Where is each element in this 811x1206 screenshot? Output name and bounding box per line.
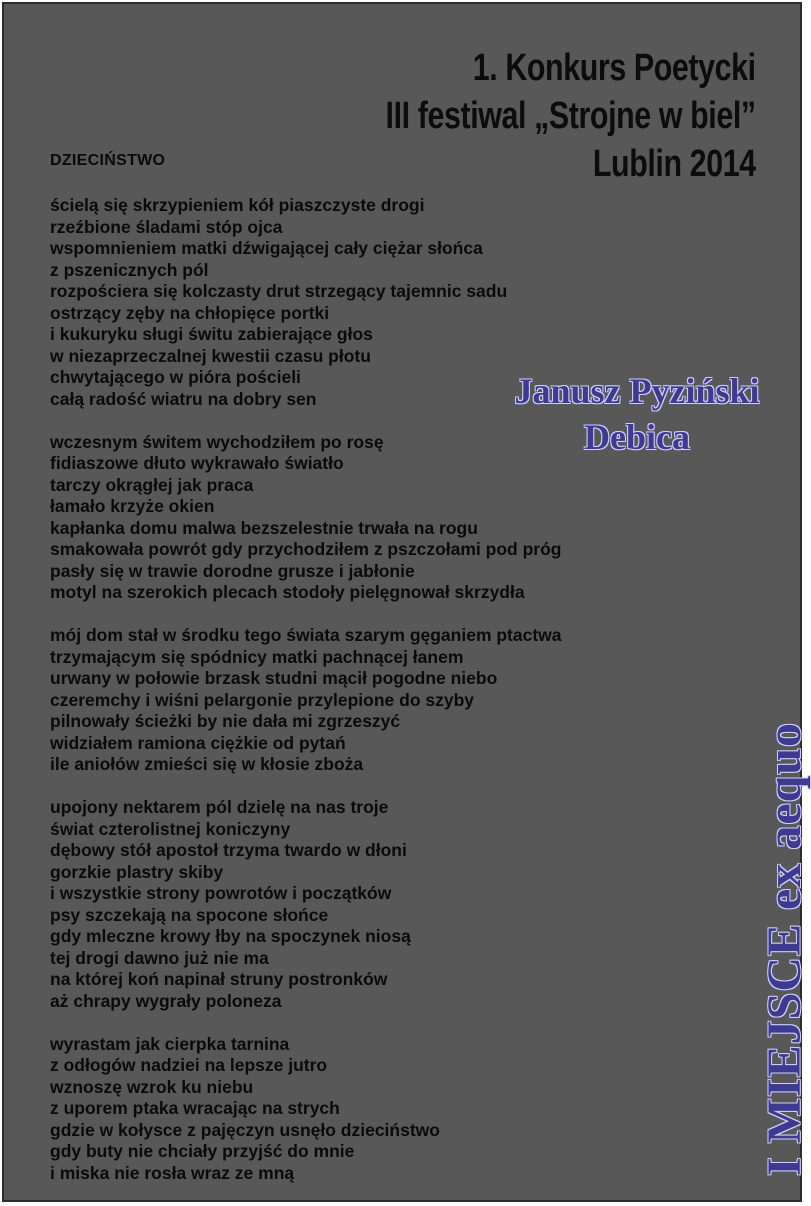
poem-line: świat czterolistnej koniczyny — [50, 818, 291, 839]
poem-line: łamało krzyże okien — [50, 496, 215, 516]
poem-line: gdzie w kołysce z pajęczyn usnęło dzieciństwo — [50, 1119, 440, 1140]
contest-location-year: Lublin 2014 — [593, 143, 756, 185]
poem-line: fidiaszowe dłuto wykrawało światło — [50, 453, 344, 473]
poem-line: tej drogi dawno już nie ma — [50, 947, 269, 968]
poem-line: motyl na szerokich plecach stodoły pielęgnował skrzydła — [50, 582, 525, 602]
poem-stanza — [50, 797, 750, 1012]
poem-line: urwany w połowie brzask studni mącił pogodne niebo — [50, 668, 498, 688]
poem-body — [50, 195, 750, 1206]
author-name: Janusz Pyziński — [514, 371, 760, 411]
poem-line: pilnowały ścieżki by nie dała mi zgrzeszyć — [50, 711, 401, 731]
poem-line: psy szczekają na spocone słońce — [50, 904, 329, 925]
award-label: I MIEJSCE ex aequo — [758, 721, 811, 1176]
author-block — [504, 368, 770, 460]
poem-line: w niezaprzeczalnej kwestii czasu płotu — [50, 345, 371, 366]
poem-line: i miska nie rosła wraz ze mną — [50, 1162, 295, 1183]
poem-line: tarczy okrągłej jak praca — [50, 474, 254, 495]
poem-line: i kukuryku sługi świtu zabierające głos — [50, 324, 373, 344]
poem-stanza — [50, 1034, 750, 1185]
poem-line: widziałem ramiona ciężkie od pytań — [50, 732, 346, 753]
poem-line: gdy buty nie chciały przyjść do mnie — [50, 1141, 355, 1161]
festival-name: III festiwal „Strojne w biel” — [385, 95, 756, 137]
poem-line: wspomnieniem matki dźwigającej cały ciężar słońca — [50, 238, 483, 258]
poem-line: ile aniołów zmieści się w kłosie zboża — [50, 754, 364, 774]
author-city: Debica — [584, 417, 690, 457]
poem-line: ścielą się skrzypieniem kół piaszczyste drogi — [50, 195, 425, 215]
poem-title: DZIECIŃSTWO — [50, 152, 166, 169]
poem-line: gdy mleczne krowy łby na spoczynek niosą — [50, 926, 411, 946]
contest-title: 1. Konkurs Poetycki — [473, 47, 756, 89]
poem-line: smakowała powrót gdy przychodziłem z pszczołami pod próg — [50, 539, 562, 559]
poem-line: rzeźbione śladami stóp ojca — [50, 216, 283, 237]
poem-line: chwytającego w pióra pościeli — [50, 367, 301, 387]
poem-line: wyrastam jak cierpka tarnina — [50, 1033, 290, 1054]
poem-line: gorzkie plastry skiby — [50, 861, 224, 882]
poem-line: pasły się w trawie dorodne grusze i jabłonie — [50, 560, 415, 581]
poem-line: rozpościera się kolczasty drut strzegący tajemnic sadu — [50, 281, 508, 301]
poem-line: trzymającym się spódnicy matki pachnącej łanem — [50, 646, 464, 667]
poem-line: z uporem ptaka wracając na strych — [50, 1098, 340, 1118]
poem-line: upojony nektarem pól dzielę na nas troje — [50, 797, 389, 817]
poem-line: wznoszę wzrok ku niebu — [50, 1076, 254, 1097]
poem-line: i wszystkie strony powrotów i początków — [50, 883, 392, 903]
poem-line: na której koń napinał struny postronków — [50, 969, 388, 989]
poem-line: całą radość wiatru na dobry sen — [50, 388, 317, 409]
poem-line: kapłanka domu malwa bezszelestnie trwała na rogu — [50, 517, 478, 538]
poem-line: dębowy stół apostoł trzyma twardo w dłoni — [50, 840, 407, 860]
poem-line: aż chrapy wygrały poloneza — [50, 990, 282, 1011]
contest-header — [386, 44, 756, 188]
poem-line: mój dom stał w środku tego świata szarym gęganiem ptactwa — [50, 625, 562, 645]
poster-card — [2, 2, 811, 1202]
poem-line: ostrzący zęby na chłopięce portki — [50, 302, 330, 323]
poem-line: czeremchy i wiśni pelargonie przylepione do szyby — [50, 689, 475, 710]
poem-line: z pszenicznych pól — [50, 259, 209, 280]
poem-line: z odłogów nadziei na lepsze jutro — [50, 1055, 328, 1075]
poem-stanza — [50, 625, 750, 776]
poem-line: wczesnym świtem wychodziłem po rosę — [50, 431, 384, 452]
